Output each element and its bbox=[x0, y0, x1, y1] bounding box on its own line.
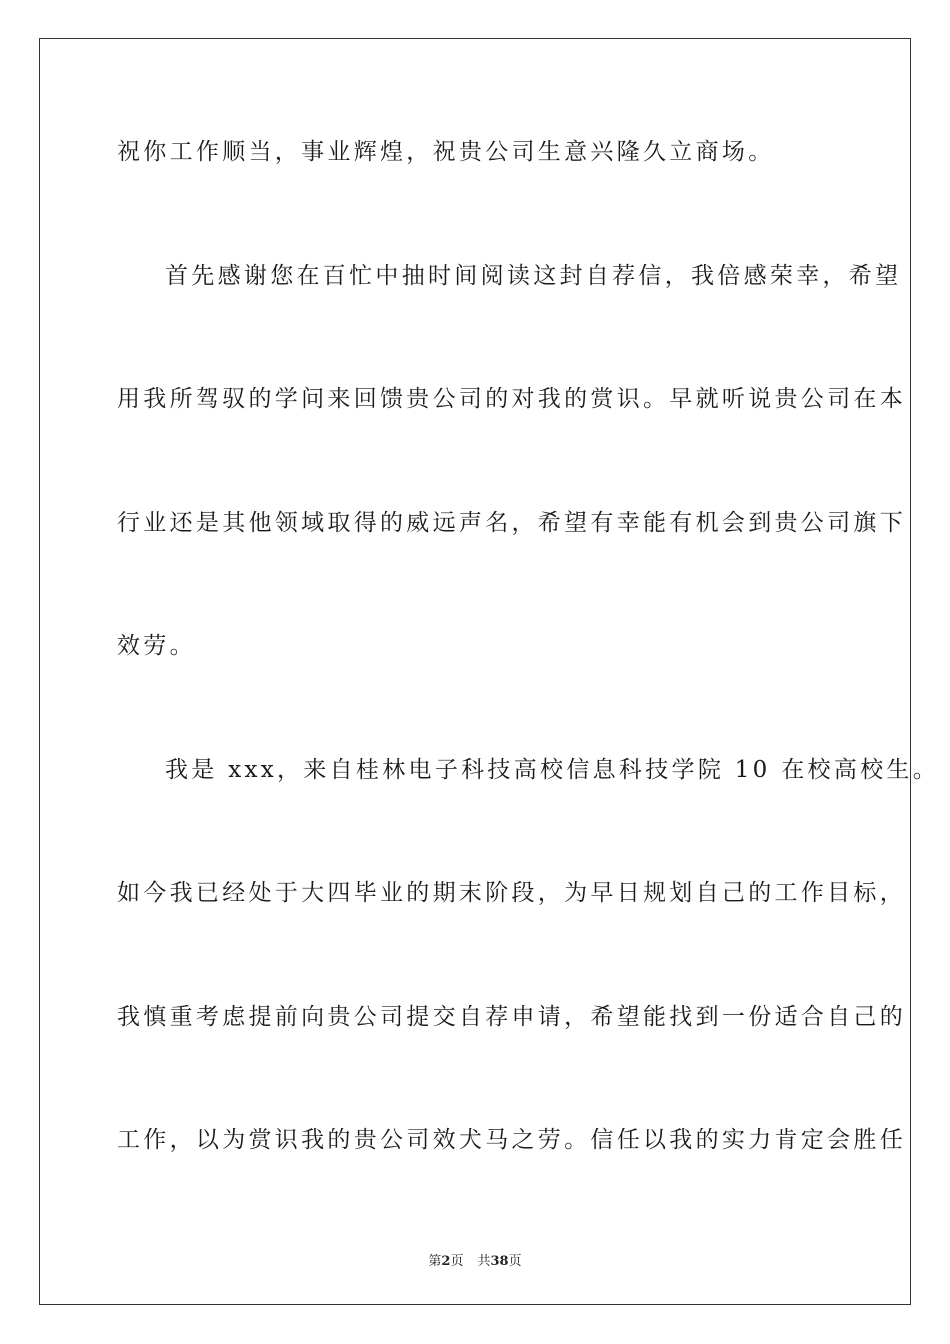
total-pages: 38 bbox=[490, 1254, 509, 1269]
total-prefix: 共 bbox=[477, 1254, 491, 1269]
page-footer bbox=[0, 1250, 950, 1269]
text-line-6: 我是 xxx，来自桂林电子科技高校信息科技学院 10 在校高校生。 bbox=[165, 757, 940, 783]
page-number: 2 bbox=[441, 1254, 451, 1269]
text-line-9: 工作，以为赏识我的贵公司效犬马之劳。信任以我的实力肯定会胜任 bbox=[117, 1127, 906, 1153]
total-suffix: 页 bbox=[508, 1254, 522, 1269]
page-border bbox=[39, 38, 940, 1305]
text-line-8: 我慎重考虑提前向贵公司提交自荐申请，希望能找到一份适合自己的 bbox=[117, 1004, 906, 1030]
text-line-1: 祝你工作顺当，事业辉煌，祝贵公司生意兴隆久立商场。 bbox=[117, 139, 775, 165]
text-line-7: 如今我已经处于大四毕业的期末阶段，为早日规划自己的工作目标， bbox=[117, 880, 906, 906]
text-line-3: 用我所驾驭的学问来回馈贵公司的对我的赏识。早就听说贵公司在本 bbox=[117, 386, 906, 412]
text-line-2: 首先感谢您在百忙中抽时间阅读这封自荐信，我倍感荣幸，希望 bbox=[165, 263, 902, 289]
text-line-4: 行业还是其他领域取得的威远声名，希望有幸能有机会到贵公司旗下 bbox=[117, 510, 906, 536]
text-line-5: 效劳。 bbox=[117, 633, 196, 659]
page-suffix: 页 bbox=[450, 1254, 464, 1269]
page-prefix: 第 bbox=[428, 1254, 442, 1269]
